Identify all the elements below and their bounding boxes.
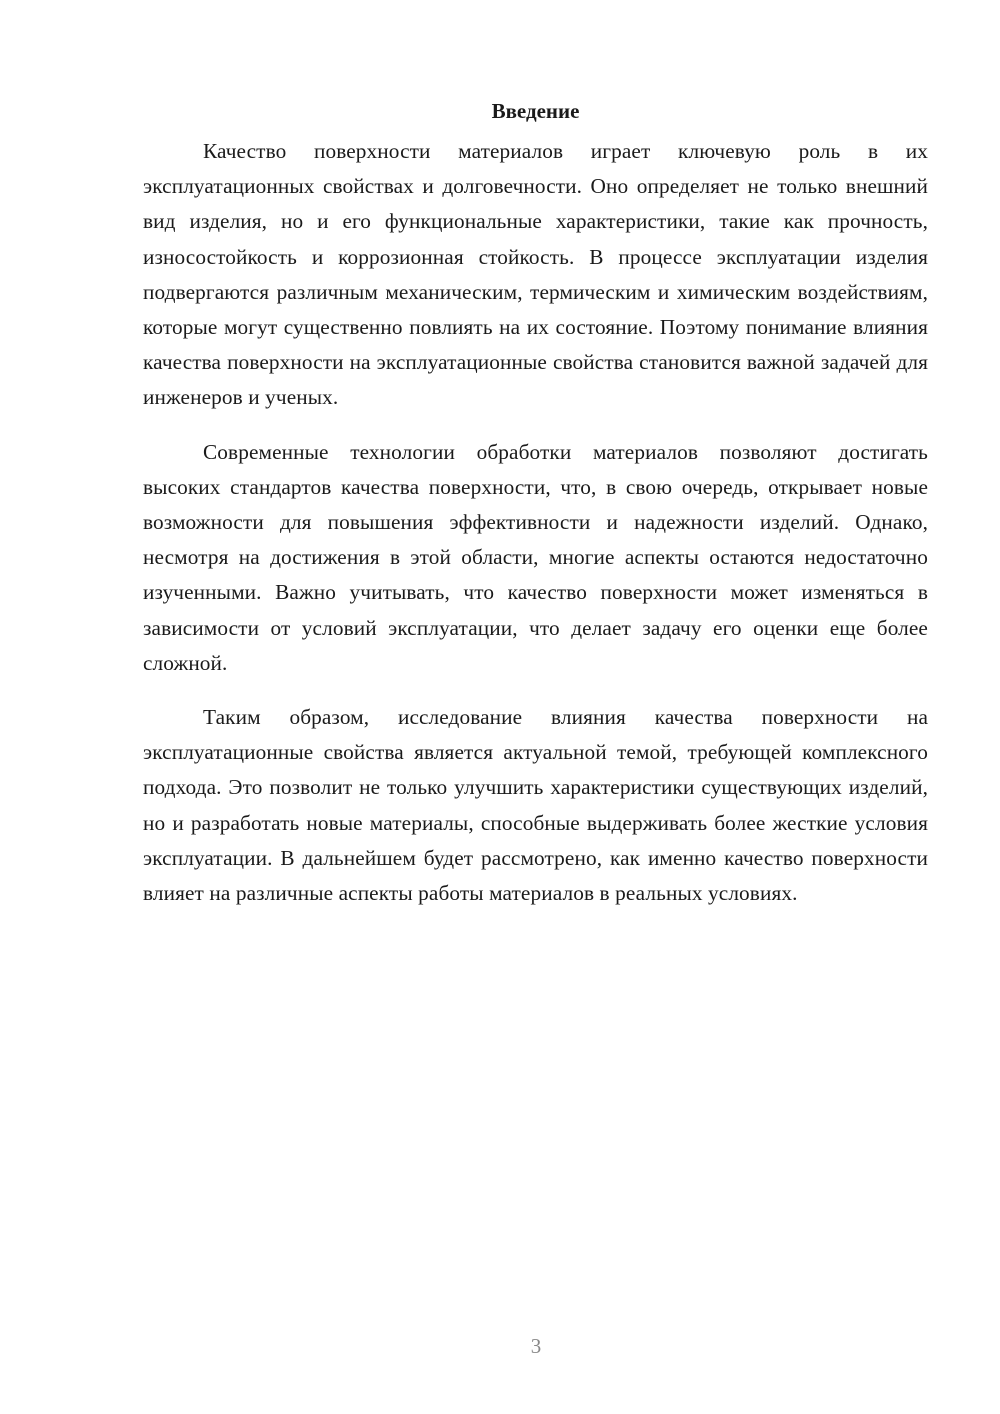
paragraph-1: Качество поверхности материалов играет ключевую роль в их эксплуатационных свойствах и долговечности. Оно определяет не только внешний вид изделия, но и его функциональные характеристики, такие как прочность, износостойкость и коррозионная стойкость. В процессе эксплуатации изделия подвергаются различным механическим, термическим и химическим воздействиям, которые могут существенно повлиять на их состояние. Поэтому понимание влияния качества поверхности на эксплуатационные свойства становится важной задачей для инженеров и ученых.	[143, 139, 928, 410]
section-title: Введение	[491, 99, 580, 123]
paragraph-3: Таким образом, исследование влияния качества поверхности на эксплуатационные свойства является актуальной темой, требующей комплексного подхода. Это позволит не только улучшить характеристики существующих изделий, но и разработать новые материалы, способные выдерживать более жесткие условия эксплуатации. В дальнейшем будет рассмотрено, как именно качество поверхности влияет на различные аспекты работы материалов в реальных условиях.	[143, 705, 928, 906]
document-body	[143, 96, 928, 930]
paragraph-2: Современные технологии обработки материалов позволяют достигать высоких стандартов качества поверхности, что, в свою очередь, открывает новые возможности для повышения эффективности и надежности изделий. Однако, несмотря на достижения в этой области, многие аспекты остаются недостаточно изученными. Важно учитывать, что качество поверхности может изменяться в зависимости от условий эксплуатации, что делает задачу его оценки еще более сложной.	[143, 439, 928, 675]
page-number: 3	[530, 1334, 542, 1358]
